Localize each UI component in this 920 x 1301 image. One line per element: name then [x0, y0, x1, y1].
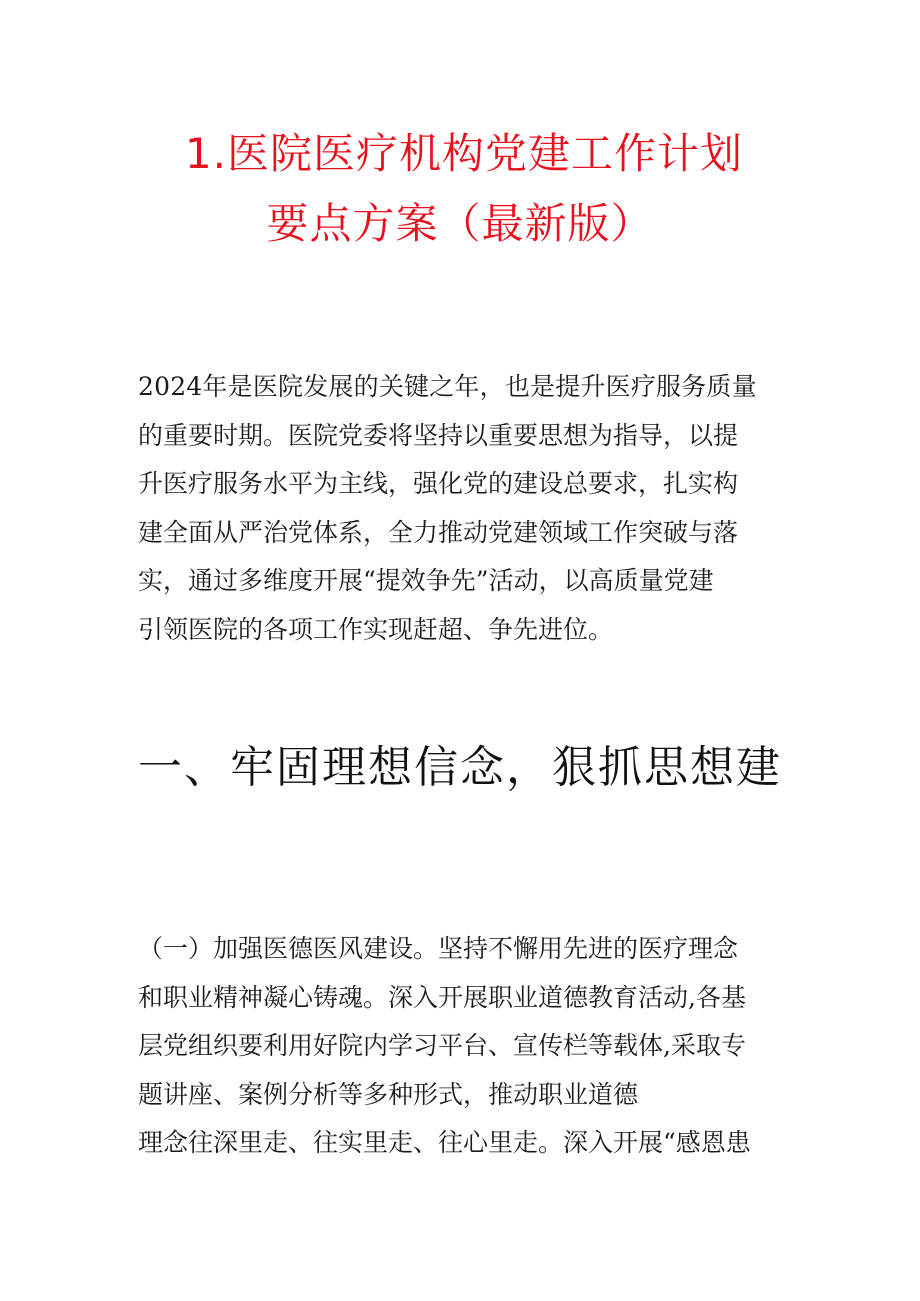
- section1-line: （一）加强医德医风建设。坚持不懈用先进的医疗理念: [138, 934, 739, 963]
- section1-line: 层党组织要利用好院内学习平台、宣传栏等载体,采取专: [138, 1031, 746, 1060]
- intro-line: 升医疗服务水平为主线，强化党的建设总要求，扎实构: [138, 469, 739, 498]
- section1-line: 和职业精神凝心铸魂。深入开展职业道德教育活动,各基: [138, 982, 746, 1012]
- section1-paragraph: [138, 925, 788, 1168]
- section1-line: 理念往深里走、往实里走、往心里走。深入开展“感恩患: [138, 1128, 751, 1157]
- document-title-line2: 要点方案（最新版）: [266, 199, 654, 248]
- section-heading-1: 一、牢固理想信念，狠抓思想建: [138, 742, 782, 793]
- intro-line: 实，通过多维度开展“提效争先”活动，以高质量党建: [138, 566, 714, 595]
- document-title-line1: 1.医院医疗机构党建工作计划: [184, 129, 744, 178]
- intro-line: 的重要时期。医院党委将坚持以重要思想为指导，以提: [138, 420, 739, 450]
- intro-paragraph: [138, 363, 788, 654]
- intro-line: 2024年是医院发展的关键之年，也是提升医疗服务质量: [138, 372, 757, 401]
- section1-line: 题讲座、案例分析等多种形式，推动职业道德: [138, 1079, 639, 1109]
- intro-line: 引领医院的各项工作实现赶超、争先进位。: [138, 614, 614, 644]
- intro-line: 建全面从严治党体系，全力推动党建领域工作突破与落: [138, 517, 739, 547]
